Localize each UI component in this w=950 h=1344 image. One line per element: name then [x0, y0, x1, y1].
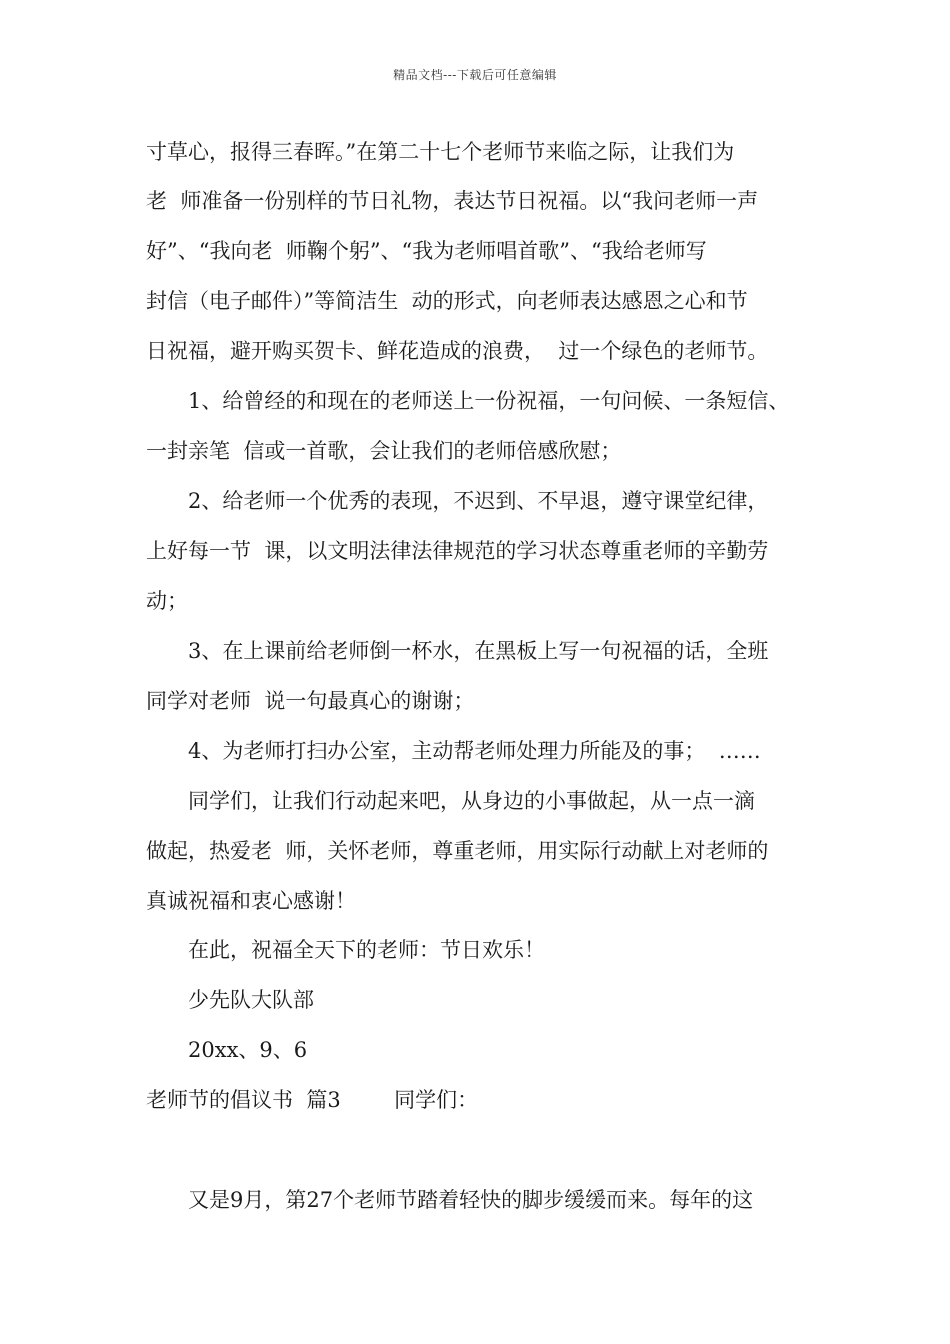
list-item-2: 2、给老师一个优秀的表现，不迟到、不早退，遵守课堂纪律， — [188, 489, 769, 513]
body-line: 寸草心，报得三春晖。”在第二十七个老师节来临之际，让我们为 — [146, 140, 735, 164]
body-line: 同学对老师 说一句最真心的谢谢； — [146, 689, 475, 713]
body-line: 封信（电子邮件）”等简洁生 动的形式，向老师表达感恩之心和节 — [146, 289, 748, 313]
signature-org: 少先队大队部 — [188, 988, 314, 1012]
paragraph-line: 同学们，让我们行动起来吧，从身边的小事做起，从一点一滴 — [188, 789, 755, 813]
list-item-1: 1、给曾经的和现在的老师送上一份祝福，一句问候、一条短信、 — [188, 389, 790, 413]
list-item-4: 4、为老师打扫办公室，主动帮老师处理力所能及的事； …… — [188, 739, 761, 763]
body-line: 真诚祝福和衷心感谢！ — [146, 889, 356, 913]
body-line: 动； — [146, 589, 188, 613]
section-title: 老师节的倡议书 篇3 同学们： — [146, 1088, 479, 1112]
paragraph-line: 又是9月，第27个老师节踏着轻快的脚步缓缓而来。每年的这 — [188, 1188, 754, 1212]
body-line: 好”、“我向老 师鞠个躬”、“我为老师唱首歌”、“我给老师写 — [146, 239, 707, 263]
body-line: 上好每一节 课，以文明法律法律规范的学习状态尊重老师的辛勤劳 — [146, 539, 769, 563]
signature-date: 20xx、9、6 — [188, 1038, 308, 1062]
page-header: 精品文档---下载后可任意编辑 — [393, 68, 557, 82]
body-line: 做起，热爱老 师，关怀老师，尊重老师，用实际行动献上对老师的 — [146, 839, 769, 863]
body-line: 日祝福，避开购买贺卡、鲜花造成的浪费， 过一个绿色的老师节。 — [146, 339, 769, 363]
blessing-line: 在此，祝福全天下的老师：节日欢乐！ — [188, 938, 545, 962]
body-line: 一封亲笔 信或一首歌，会让我们的老师倍感欣慰； — [146, 439, 622, 463]
list-item-3: 3、在上课前给老师倒一杯水，在黑板上写一句祝福的话，全班 — [188, 639, 769, 663]
body-line: 老 师准备一份别样的节日礼物，表达节日祝福。以“我问老师一声 — [146, 189, 759, 213]
